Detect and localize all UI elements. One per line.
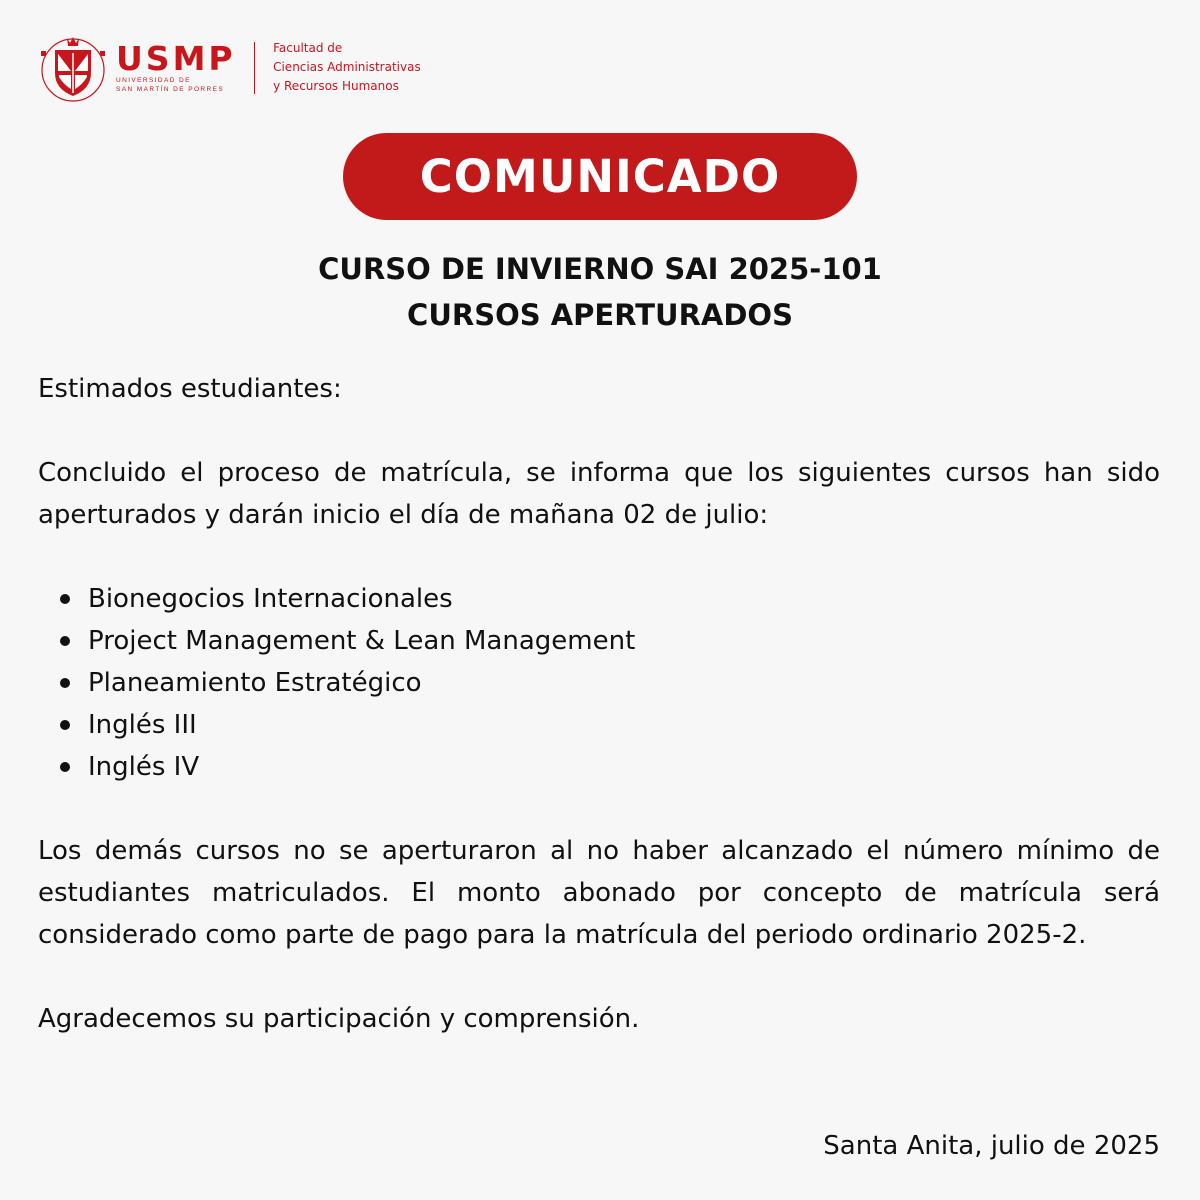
greeting: Estimados estudiantes: [38, 374, 342, 404]
course-name: Inglés III [88, 710, 197, 740]
course-name: Inglés IV [88, 752, 200, 782]
header [38, 30, 421, 105]
list-item [38, 704, 1160, 746]
title-line2: CURSOS APERTURADOS [407, 298, 793, 332]
brand-sub-line1: UNIVERSIDAD DE [116, 76, 191, 84]
bullet-icon [60, 720, 70, 730]
bullet-icon [60, 762, 70, 772]
course-list [38, 578, 1160, 788]
signature-place-date: Santa Anita, julio de 2025 [823, 1131, 1160, 1161]
brand-name: USMP [116, 38, 236, 78]
faculty-name [273, 39, 421, 96]
badge-label: COMUNICADO [419, 150, 781, 203]
faculty-line3: y Recursos Humanos [273, 79, 399, 93]
brand-sub-line2: SAN MARTÍN DE PORRES [116, 85, 225, 93]
intro-paragraph: Concluido el proceso de matrícula, se informa que los siguientes cursos han sido aperturados y darán inicio el día de mañana 02 de julio: [38, 458, 1160, 530]
list-item [38, 578, 1160, 620]
course-name: Planeamiento Estratégico [88, 668, 422, 698]
bullet-icon [60, 636, 70, 646]
page-title [0, 246, 1200, 338]
header-divider [254, 42, 256, 94]
list-item [38, 746, 1160, 788]
title-line1: CURSO DE INVIERNO SAI 2025-101 [318, 252, 882, 286]
bullet-icon [60, 594, 70, 604]
course-name: Bionegocios Internacionales [88, 584, 453, 614]
faculty-line2: Ciencias Administrativas [273, 60, 421, 74]
bullet-icon [60, 678, 70, 688]
comunicado-badge [343, 133, 857, 220]
closing-paragraph: Agradecemos su participación y comprensión. [38, 1004, 640, 1034]
usmp-seal-logo [38, 33, 108, 103]
brand-block [116, 38, 236, 94]
course-name: Project Management & Lean Management [88, 626, 636, 656]
list-item [38, 662, 1160, 704]
announcement-body [38, 368, 1160, 1040]
faculty-line1: Facultad de [273, 41, 343, 55]
note-paragraph: Los demás cursos no se aperturaron al no haber alcanzado el número mínimo de estudiantes matriculados. El monto abonado por concepto de matrícula será considerado como parte de pago para la matrícula del periodo ordinario 2025-2. [38, 836, 1160, 950]
list-item [38, 620, 1160, 662]
